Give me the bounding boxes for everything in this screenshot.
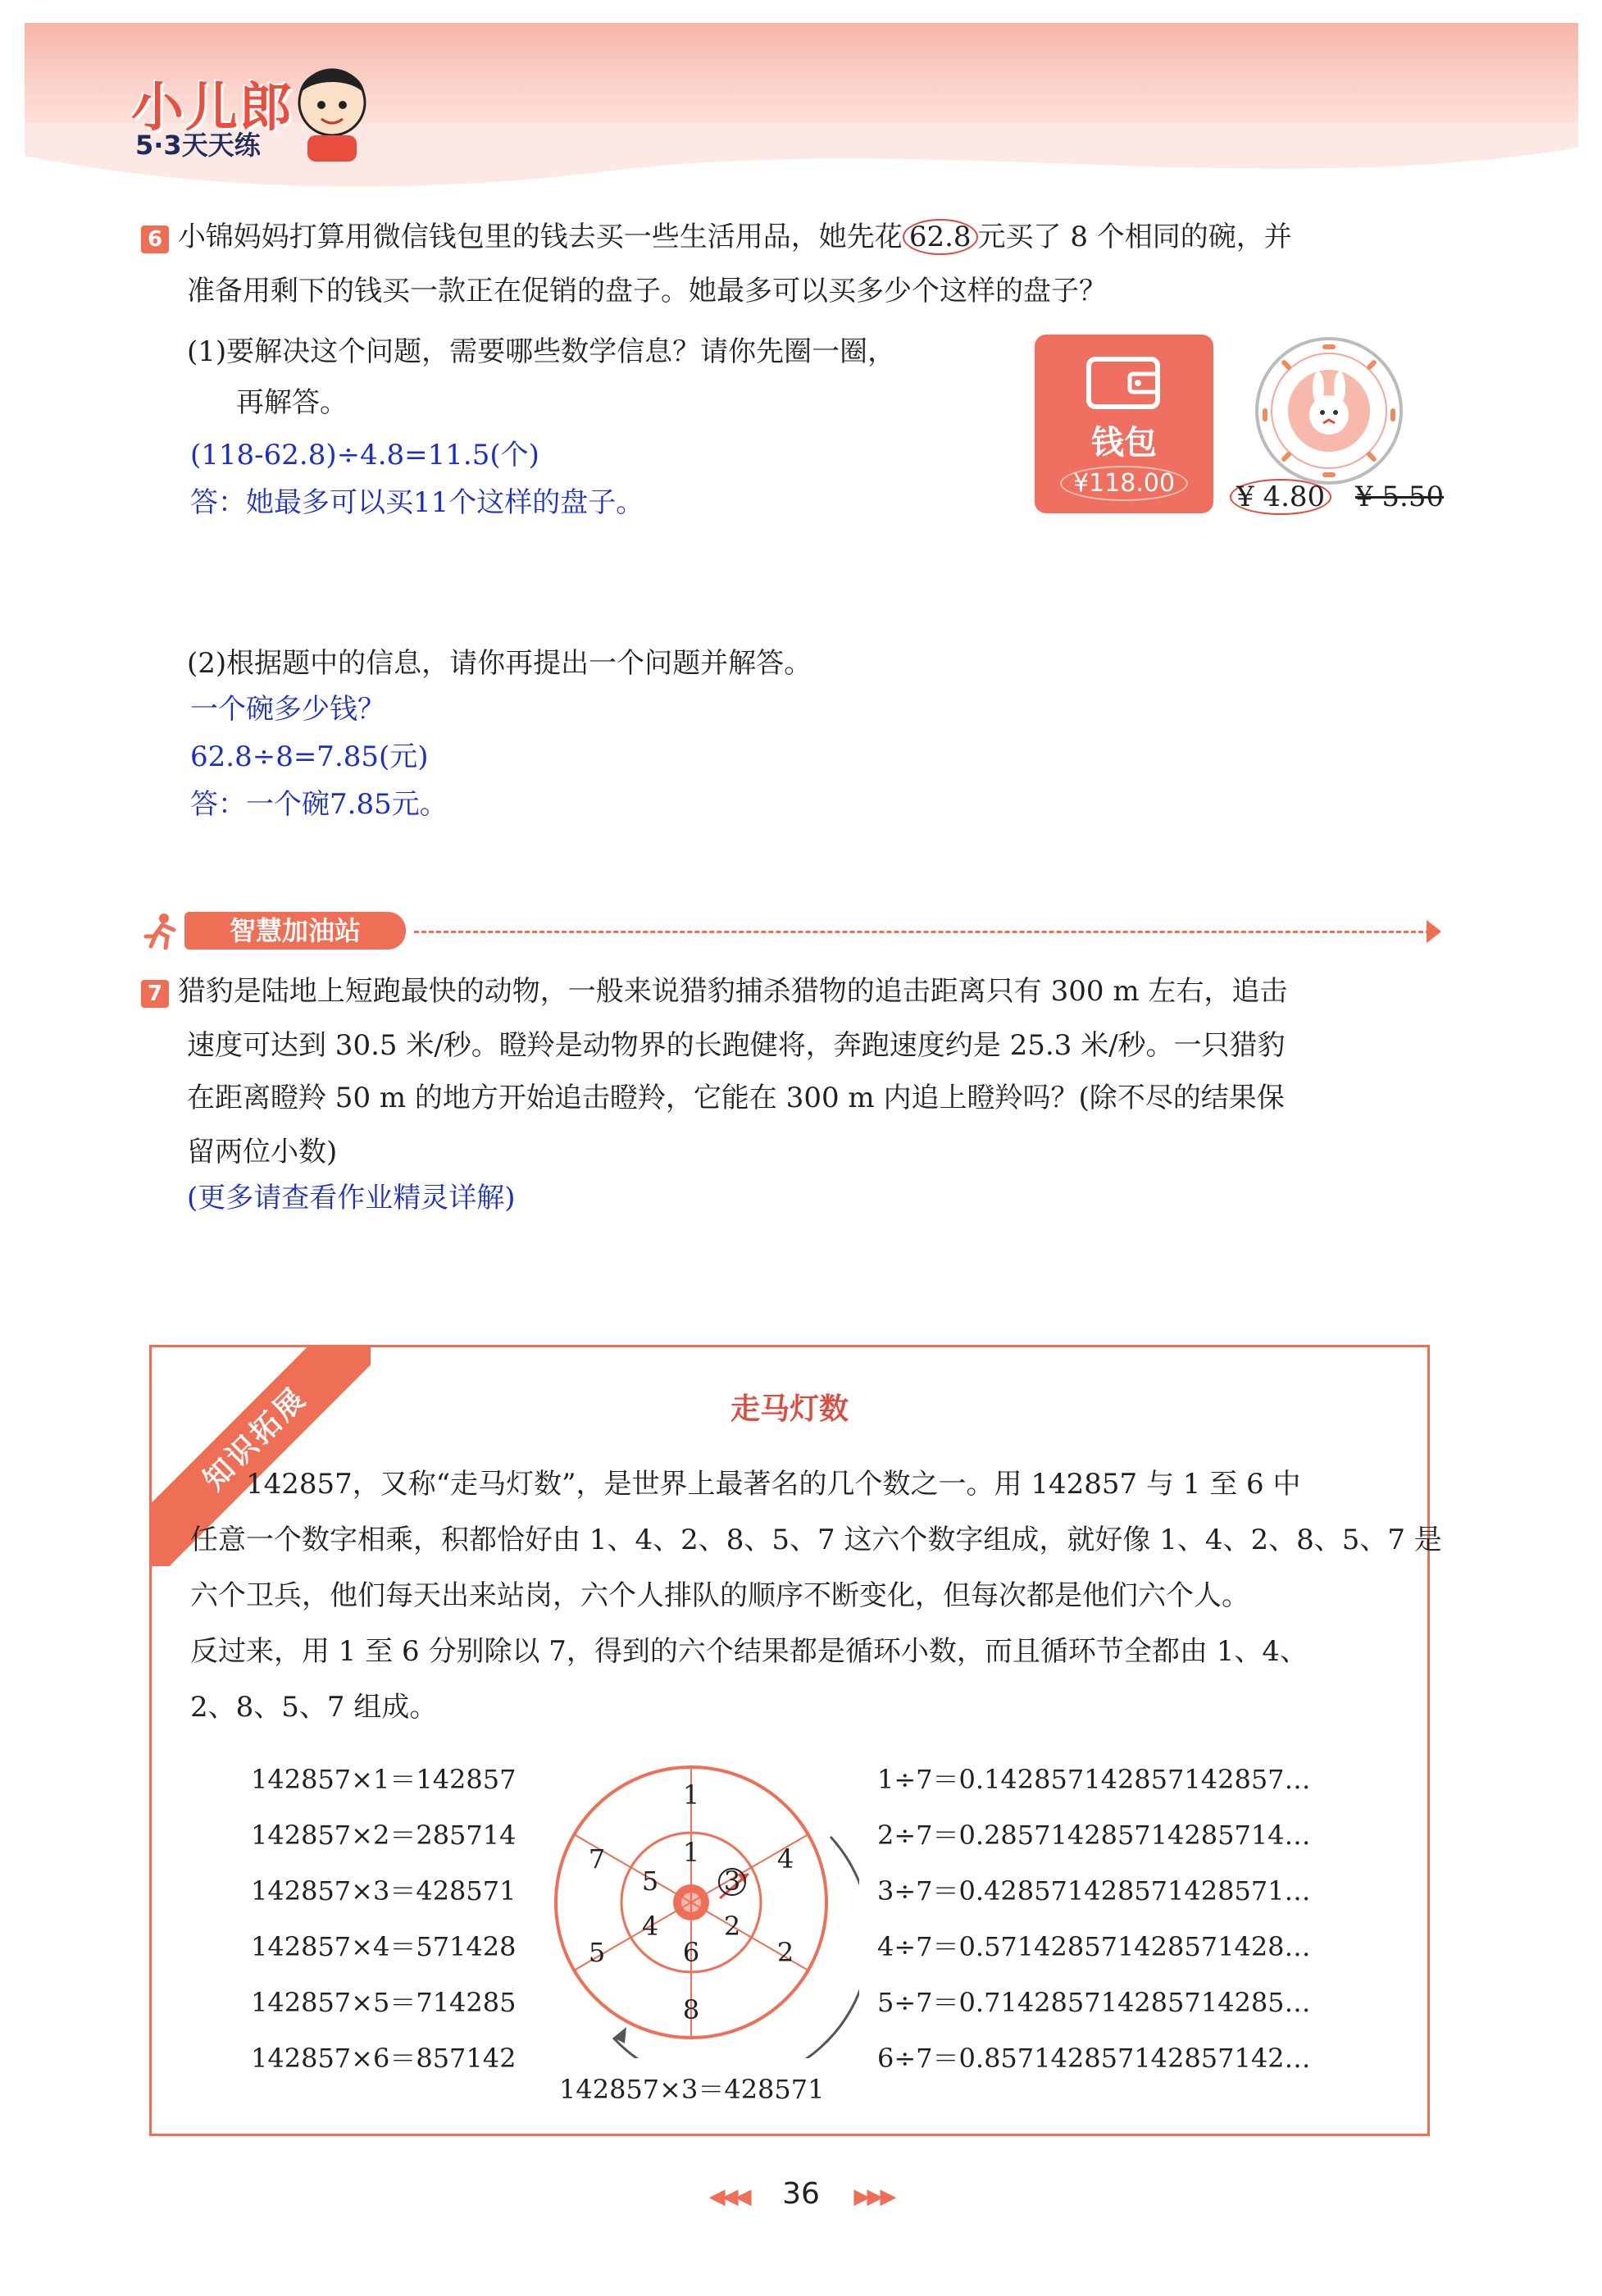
number-wheel-diagram [548, 1747, 859, 2058]
knowledge-line: 142857，又称“走马灯数”，是世界上最著名的几个数之一。用 142857 与 1 至 6 中 [190, 1468, 1301, 1501]
knowledge-line: 六个卫兵，他们每天出来站岗，六个人排队的顺序不断变化，但每次都是他们六个人。 [190, 1579, 1249, 1612]
plate-icon [1253, 335, 1405, 487]
q6-answer2-text: 答：一个碗7.85元。 [190, 788, 448, 821]
q7-line4: 留两位小数) [187, 1136, 338, 1168]
q6-answer1-text: 答：她最多可以买11个这样的盘子。 [190, 486, 644, 519]
wheel-outer-digit: 1 [682, 1779, 700, 1811]
prev-arrows-icon: ◀◀◀ [708, 2184, 749, 2209]
knowledge-line: 2、8、5、7 组成。 [190, 1691, 438, 1724]
q7-line1: 7 猎豹是陆地上短跑最快的动物，一般来说猎豹捕杀猎物的追击距离只有 300 m 左右，追击 [141, 964, 1287, 1018]
wheel-outer-digit: 8 [682, 1994, 700, 2025]
q7-line3: 在距离瞪羚 50 m 的地方开始追击瞪羚，它能在 300 m 内追上瞪羚吗？(除不尽的结果保 [187, 1082, 1285, 1114]
division-equation: 4÷7＝0.571428571428571428… [877, 1931, 1311, 1962]
wheel-inner-digit: 1 [682, 1837, 700, 1868]
wheel-inner-digit: 4 [641, 1911, 659, 1942]
products-list [251, 1752, 517, 2086]
q7-number: 7 [141, 980, 169, 1008]
knowledge-ribbon-label: 知识拓展 [149, 1345, 371, 1566]
next-arrows-icon: ▶▶▶ [853, 2184, 894, 2209]
divisions-list [877, 1752, 1311, 2086]
q6-line2: 准备用剩下的钱买一款正在促销的盘子。她最多可以买多少个这样的盘子？ [187, 275, 1107, 308]
knowledge-title: 走马灯数 [730, 1392, 849, 1426]
page-number: 36 [782, 2177, 820, 2211]
q6-answer1-calc: (118-62.8)÷4.8=11.5(个) [190, 439, 539, 472]
wheel-inner-digit: 6 [682, 1937, 700, 1968]
wallet-label: 钱包 [1091, 424, 1157, 462]
q7-line2: 速度可达到 30.5 米/秒。瞪羚是动物界的长跑健将，奔跑速度约是 25.3 米/秒。一只猎豹 [187, 1029, 1286, 1062]
brand-logo: 小儿郎 [131, 78, 294, 139]
division-equation: 1÷7＝0.142857142857142857… [877, 1764, 1311, 1795]
product-equation: 142857×3＝428571 [251, 1875, 517, 1906]
wheel-outer-digit: 4 [776, 1843, 794, 1875]
page-footer [0, 2177, 1602, 2211]
wallet-amount: ¥118.00 [1035, 469, 1213, 498]
section-title: 智慧加油站 [184, 912, 406, 950]
q6-line1: 6 小锦妈妈打算用微信钱包里的钱去买一些生活用品，她先花 62.8 元买了 8 个相同的碗，并 [141, 210, 1453, 264]
wheel-outer-digit: 7 [588, 1843, 606, 1875]
q6-sub1-line2: 再解答。 [236, 386, 348, 419]
price-row [1230, 481, 1444, 513]
q7-answer: (更多请查看作业精灵详解) [187, 1182, 516, 1214]
q6-circled-amount: 62.8 [903, 219, 978, 255]
division-equation: 5÷7＝0.714285714285714285… [877, 1987, 1311, 2018]
runner-icon [139, 912, 180, 950]
division-equation: 2÷7＝0.285714285714285714… [877, 1820, 1311, 1851]
wheel-outer-digit: 2 [776, 1937, 794, 1968]
knowledge-body [190, 1456, 1442, 1735]
q6-sub2: (2)根据题中的信息，请你再提出一个问题并解答。 [187, 647, 812, 680]
product-equation: 142857×5＝714285 [251, 1987, 517, 2018]
price-sale: ¥ 4.80 [1230, 479, 1331, 515]
price-original: ¥ 5.50 [1354, 481, 1445, 513]
q6-answer2-question: 一个碗多少钱？ [190, 693, 385, 726]
knowledge-line: 任意一个数字相乘，积都恰好由 1、4、2、8、5、7 这六个数字组成，就好像 1、4、2、8、5、7 是 [190, 1524, 1442, 1556]
wheel-inner-digit: 2 [723, 1911, 741, 1942]
product-equation: 142857×2＝285714 [251, 1820, 517, 1851]
section-divider [414, 931, 1431, 933]
wallet-icon [1084, 354, 1163, 412]
product-equation: 142857×1＝142857 [251, 1764, 517, 1795]
mascot-icon [287, 57, 377, 164]
division-equation: 3÷7＝0.428571428571428571… [877, 1875, 1311, 1906]
product-equation: 142857×4＝571428 [251, 1931, 517, 1962]
knowledge-line: 反过来，用 1 至 6 分别除以 7，得到的六个结果都是循环小数，而且循环节全都由 1、4、 [190, 1635, 1308, 1668]
q6-sub1-line1: (1)要解决这个问题，需要哪些数学信息？请你先圈一圈， [187, 335, 896, 368]
brand-subtitle: 5·3天天练 [135, 130, 261, 161]
section-arrow-icon [1427, 920, 1441, 943]
wheel-outer-digit: 5 [588, 1937, 606, 1968]
division-equation: 6÷7＝0.857142857142857142… [877, 2043, 1311, 2074]
wheel-inner-digit: 3 [723, 1866, 741, 1897]
q6-answer2-calc: 62.8÷8=7.85(元) [190, 740, 429, 773]
q6-number: 6 [141, 226, 169, 253]
wheel-caption: 142857×3＝428571 [559, 2074, 825, 2105]
wheel-inner-digit: 5 [641, 1866, 659, 1897]
product-equation: 142857×6＝857142 [251, 2043, 517, 2074]
